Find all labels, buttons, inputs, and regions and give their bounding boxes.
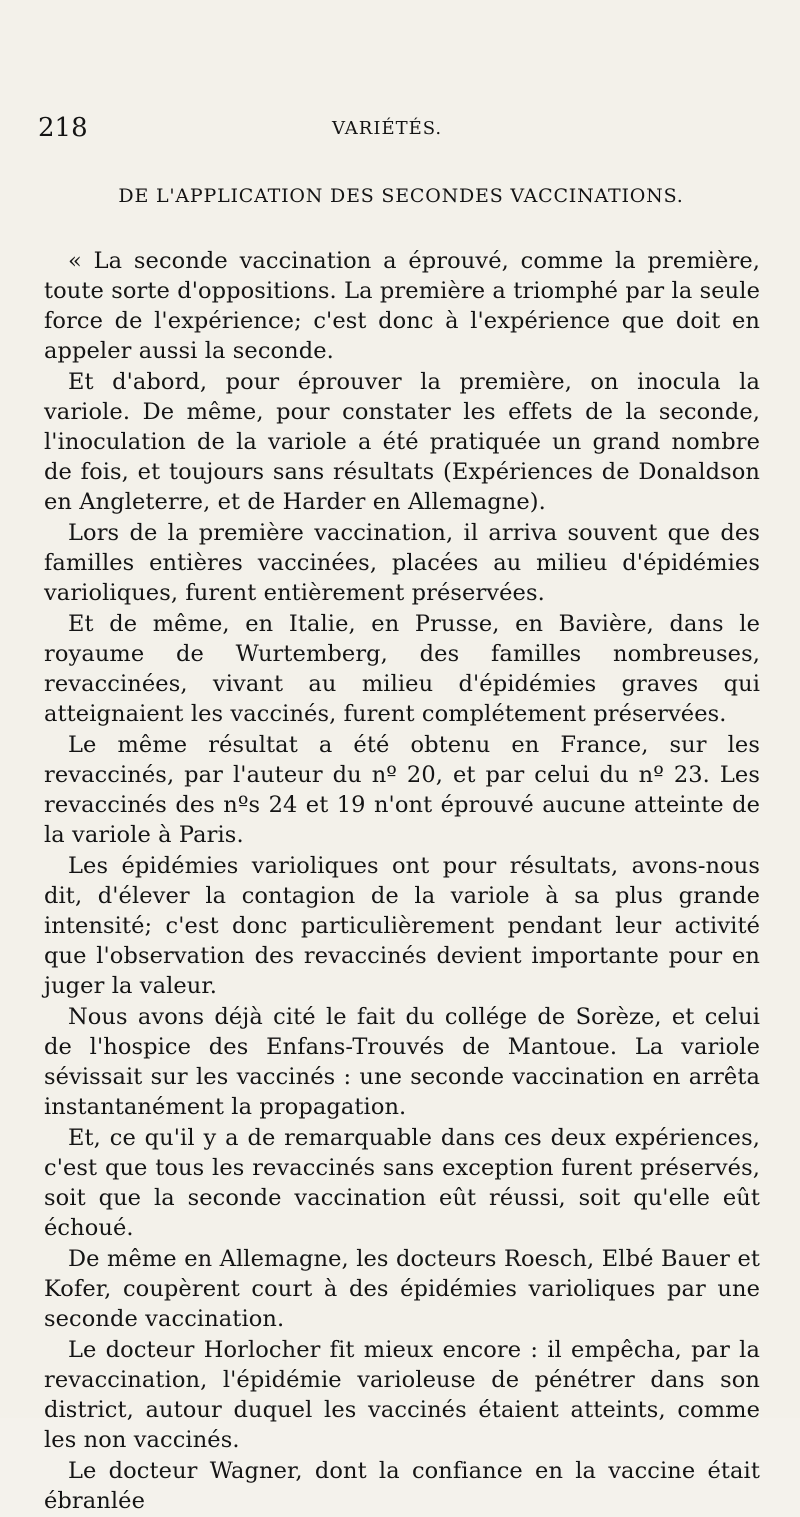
paragraph: Nous avons déjà cité le fait du collége de Sorèze, et celui de l'hospice des Enfans-Trouvés de Mantoue. La variole sévissait sur les vaccinés : une seconde vaccination en arrêta instantanément la propagation. (44, 1004, 760, 1120)
paragraph: Le docteur Wagner, dont la confiance en la vaccine était ébranlée (44, 1458, 760, 1514)
paragraph: « La seconde vaccination a éprouvé, comme la première, toute sorte d'oppositions. La première a triomphé par la seule force de l'expérience; c'est donc à l'expérience que doit en appeler aussi la seconde. (44, 248, 760, 364)
section-title: DE L'APPLICATION DES SECONDES VACCINATIONS. (118, 185, 684, 207)
paragraph: Et, ce qu'il y a de remarquable dans ces deux expériences, c'est que tous les revaccinés sans exception furent préservés, soit que la seconde vaccination eût réussi, soit qu'elle eût échoué. (44, 1125, 760, 1241)
paragraph: Le docteur Horlocher fit mieux encore : il empêcha, par la revaccination, l'épidémie varioleuse de pénétrer dans son district, autour duquel les vaccinés étaient atteints, comme les non vaccinés. (44, 1337, 760, 1453)
paragraph: Lors de la première vaccination, il arriva souvent que des familles entières vaccinées, placées au milieu d'épidémies varioliques, furent entièrement préservées. (44, 520, 760, 606)
paragraph: Et d'abord, pour éprouver la première, on inocula la variole. De même, pour constater les effets de la seconde, l'inoculation de la variole a été pratiquée un grand nombre de fois, et toujours sans résultats (Expériences de Donaldson en Angleterre, et de Harder en Allemagne). (44, 369, 760, 515)
paragraph: De même en Allemagne, les docteurs Roesch, Elbé Bauer et Kofer, coupèrent court à des épidémies varioliques par une seconde vaccination. (44, 1246, 760, 1332)
page-number: 218 (38, 113, 88, 143)
paragraph: Les épidémies varioliques ont pour résultats, avons-nous dit, d'élever la contagion de la variole à sa plus grande intensité; c'est donc particulièrement pendant leur activité que l'observation des revaccinés devient importante pour en juger la valeur. (44, 853, 760, 999)
paragraph: Et de même, en Italie, en Prusse, en Bavière, dans le royaume de Wurtemberg, des familles nombreuses, revaccinées, vivant au milieu d'épidémies graves qui atteignaient les vaccinés, furent complétement préservées. (44, 611, 760, 727)
running-title: VARIÉTÉS. (332, 118, 443, 139)
running-head (38, 113, 758, 143)
paragraph: Le même résultat a été obtenu en France, sur les revaccinés, par l'auteur du nº 20, et par celui du nº 23. Les revaccinés des nºs 24 et 19 n'ont éprouvé aucune atteinte de la variole à Paris. (44, 732, 760, 848)
body-text (44, 246, 760, 1517)
